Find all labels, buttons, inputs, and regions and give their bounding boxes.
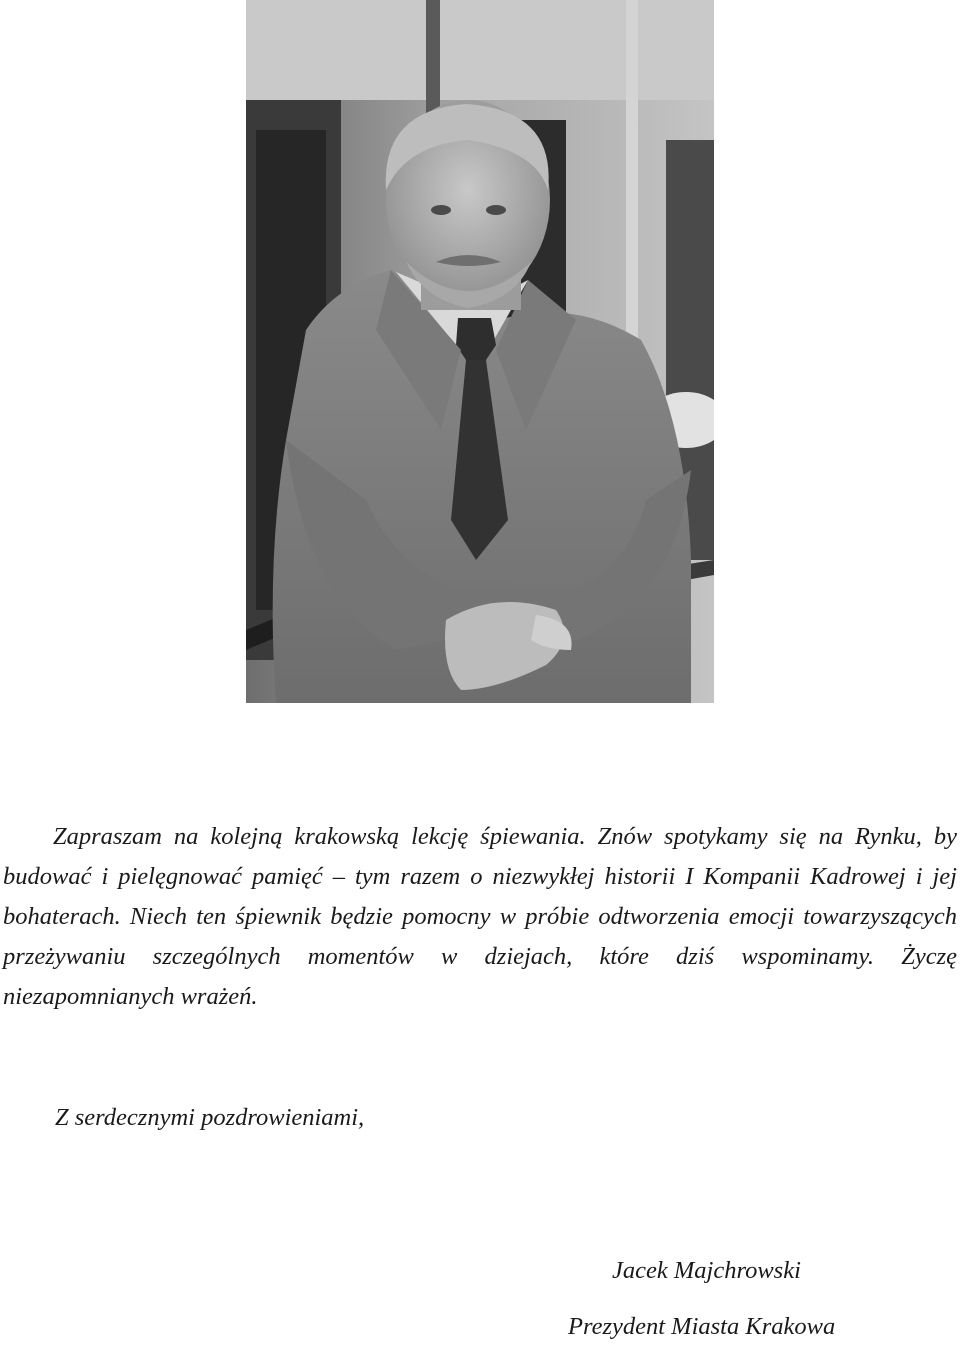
portrait-photo-icon bbox=[246, 0, 714, 703]
letter-paragraph: Zapraszam na kolejną krakowską lekcję śpiewania. Znów spotykamy się na Rynku, by budować i pielęgnować pamięć – tym razem o niezwykłej historii I Kompanii Kadrowej i jej bohaterach. Niech ten śpiewnik będzie pomocny w próbie odtworzenia emocji towarzyszących przeżywaniu szczególnych momentów w dziejach, które dziś wspominamy. Życzę niezapomnianych wrażeń. bbox=[3, 823, 957, 1010]
signature-title: Prezydent Miasta Krakowa bbox=[568, 1313, 836, 1340]
letter-closing: Z serdecznymi pozdrowieniami, bbox=[55, 1104, 365, 1131]
signature-name: Jacek Majchrowski bbox=[612, 1257, 801, 1284]
signature-block bbox=[560, 1243, 900, 1355]
portrait-photo bbox=[246, 0, 714, 703]
letter-body bbox=[3, 817, 957, 1017]
